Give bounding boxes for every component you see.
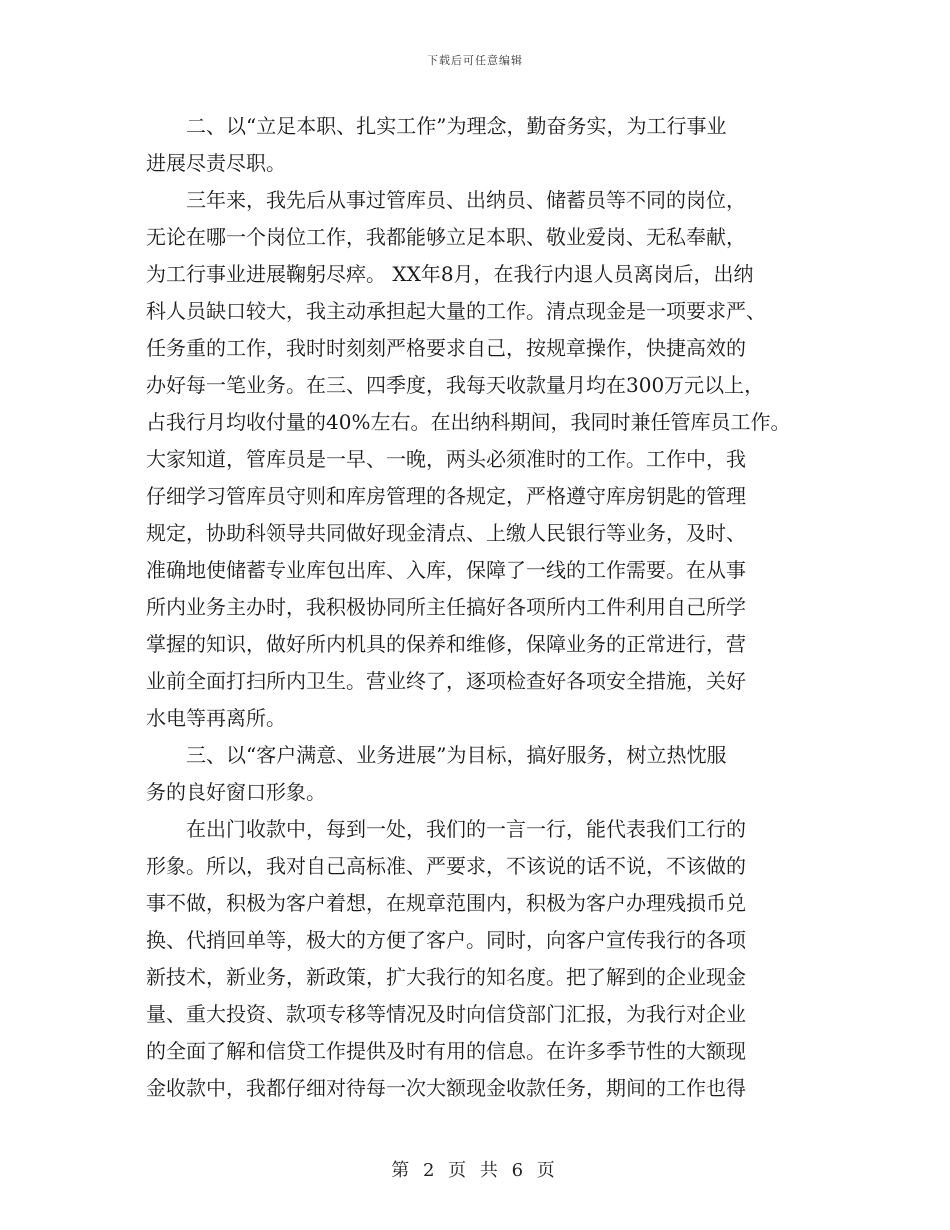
paragraph-line: 新技术，新业务，新政策，扩大我行的知名度。把了解到的企业现金	[146, 965, 746, 989]
paragraph-line: 三年来，我先后从事过管库员、出纳员、储蓄员等不同的岗位，	[186, 188, 746, 212]
paragraph-line: 形象。所以，我对自己高标准、严要求，不该说的话不说，不该做的	[146, 854, 746, 878]
paragraph-line: 事不做，积极为客户着想，在规章范围内，积极为客户办理残损币兑	[146, 891, 746, 915]
paragraph-line: 业前全面打扫所内卫生。营业终了，逐项检查好各项安全措施，关好	[146, 669, 746, 693]
paragraph-line: 金收款中，我都仔细对待每一次大额现金收款任务，期间的工作也得	[146, 1076, 746, 1100]
paragraph-line: 仔细学习管库员守则和库房管理的各规定，严格遵守库房钥匙的管理	[146, 484, 746, 508]
paragraph-line: 为工行事业进展鞠躬尽瘁。 XX年8月，在我行内退人员离岗后，出纳	[146, 262, 754, 286]
paragraph-line: 进展尽责尽职。	[146, 151, 286, 175]
paragraph-line: 科人员缺口较大，我主动承担起大量的工作。清点现金是一项要求严、	[146, 299, 766, 323]
paragraph-line: 任务重的工作，我时时刻刻严格要求自己，按规章操作，快捷高效的	[146, 336, 746, 360]
paragraph-line: 在出门收款中，每到一处，我们的一言一行，能代表我们工行的	[186, 817, 746, 841]
paragraph-line: 的全面了解和信贷工作提供及时有用的信息。在许多季节性的大额现	[146, 1039, 746, 1063]
paragraph-line: 掌握的知识，做好所内机具的保养和维修，保障业务的正常进行，营	[146, 632, 746, 656]
paragraph-line: 占我行月均收付量的40%左右。在出纳科期间，我同时兼任管库员工作。	[146, 410, 791, 434]
paragraph-line: 务的良好窗口形象。	[146, 780, 326, 804]
paragraph-line: 量、重大投资、款项专移等情况及时向信贷部门汇报，为我行对企业	[146, 1002, 746, 1026]
page-number-footer: 第 2 页 共 6 页	[391, 1160, 559, 1181]
paragraph-line: 三、以“客户满意、业务进展”为目标，搞好服务，树立热忱服	[186, 743, 727, 767]
paragraph-line: 规定，协助科领导共同做好现金清点、上缴人民银行等业务，及时、	[146, 521, 746, 545]
page-header: 下载后可任意编辑	[427, 54, 523, 67]
paragraph-line: 办好每一笔业务。在三、四季度，我每天收款量月均在300万元以上，	[146, 373, 765, 397]
paragraph-line: 无论在哪一个岗位工作，我都能够立足本职、敬业爱岗、无私奉献，	[146, 225, 746, 249]
paragraph-line: 水电等再离所。	[146, 706, 286, 730]
paragraph-line: 二、以“立足本职、扎实工作”为理念，勤奋务实，为工行事业	[186, 114, 727, 138]
paragraph-line: 换、代捎回单等，极大的方便了客户。同时，向客户宣传我行的各项	[146, 928, 746, 952]
paragraph-line: 大家知道，管库员是一早、一晚，两头必须准时的工作。工作中，我	[146, 447, 746, 471]
paragraph-line: 准确地使储蓄专业库包出库、入库，保障了一线的工作需要。在从事	[146, 558, 746, 582]
paragraph-line: 所内业务主办时，我积极协同所主任搞好各项所内工件利用自己所学	[146, 595, 746, 619]
